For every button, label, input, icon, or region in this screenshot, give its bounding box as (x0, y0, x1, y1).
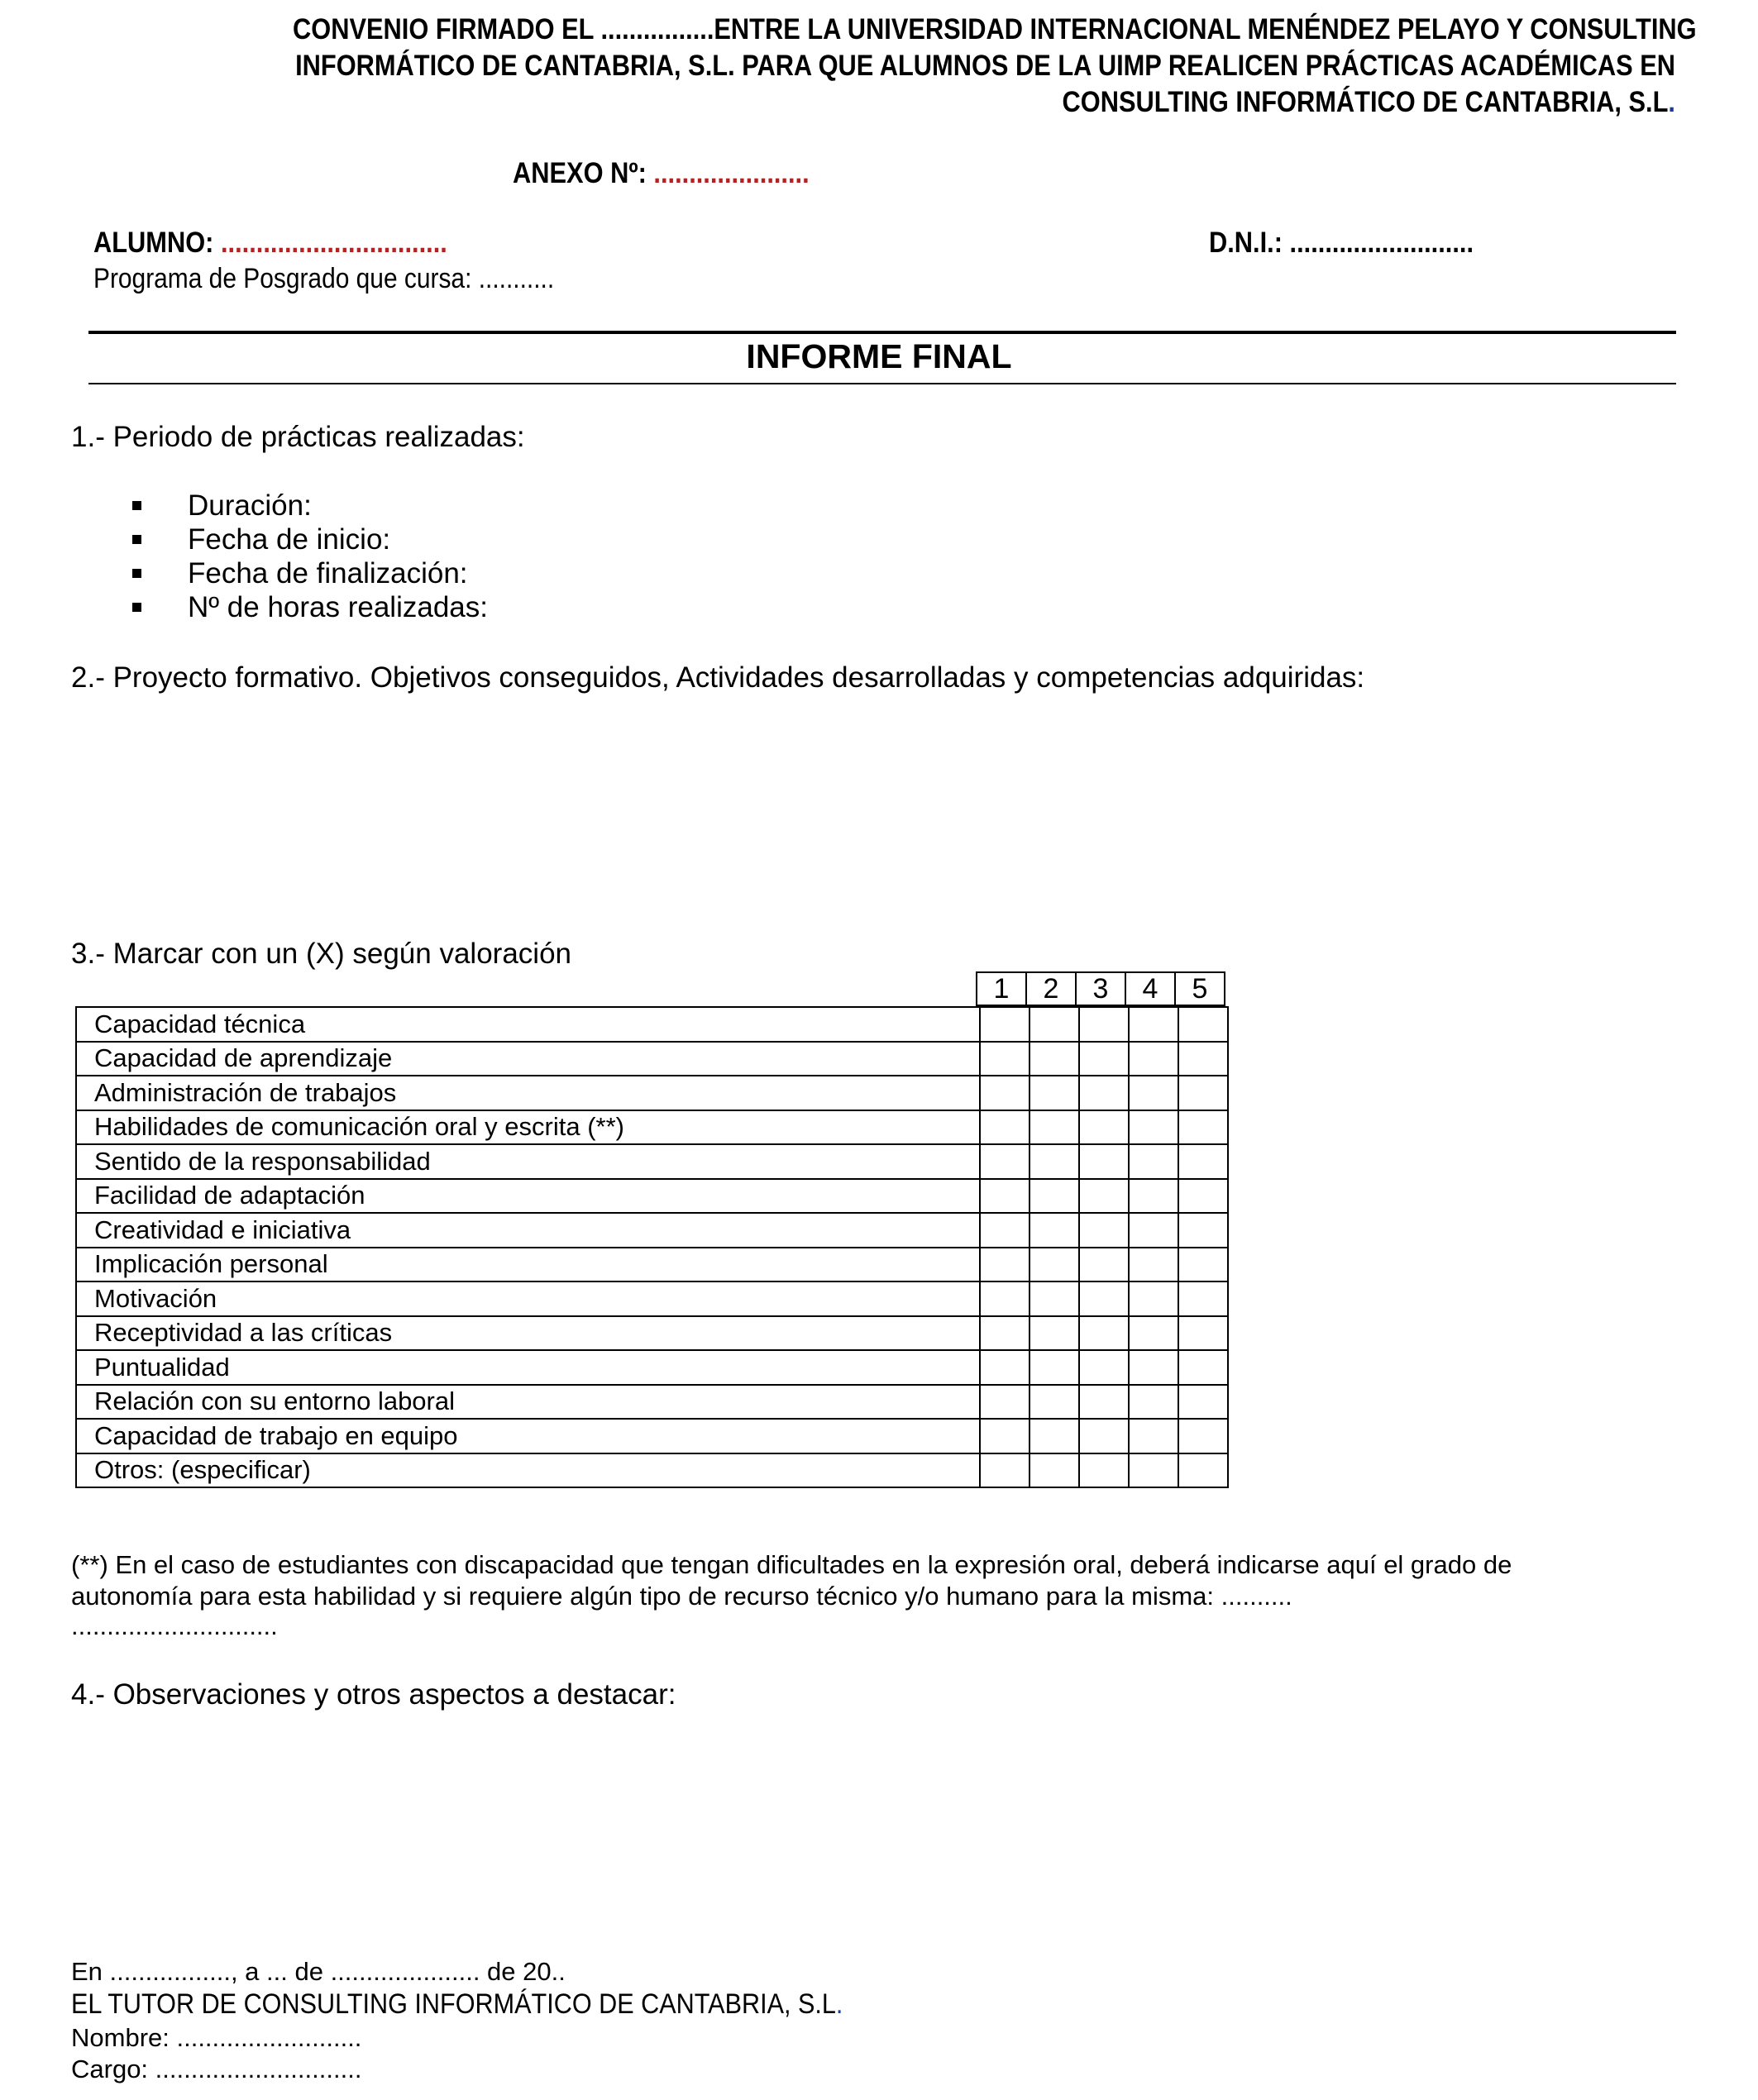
bullet-icon (132, 603, 141, 612)
score-box-2[interactable] (1029, 1110, 1079, 1145)
criterion-label: Habilidades de comunicación oral y escrita (**) (76, 1110, 980, 1145)
criterion-label: Relación con su entorno laboral (76, 1385, 980, 1420)
bullet-icon (132, 569, 141, 578)
score-box-4[interactable] (1129, 1179, 1178, 1214)
score-box-1[interactable] (980, 1213, 1029, 1248)
score-box-4[interactable] (1129, 1385, 1178, 1420)
criterion-label: Otros: (especificar) (76, 1453, 980, 1488)
score-2: 2 (1026, 972, 1076, 1005)
table-row (76, 1385, 1228, 1420)
score-1: 1 (977, 972, 1026, 1005)
score-box-3[interactable] (1079, 1076, 1129, 1110)
score-box-4[interactable] (1129, 1144, 1178, 1179)
header-line-3 (293, 84, 1675, 121)
score-box-1[interactable] (980, 1042, 1029, 1076)
note-line-1: (**) En el caso de estudiantes con discapacidad que tengan dificultades en la expresión oral, deberá indicarse aquí el grado de (71, 1550, 1512, 1579)
alumno-label: ALUMNO: (93, 227, 214, 259)
score-4: 4 (1125, 972, 1175, 1005)
score-box-4[interactable] (1129, 1248, 1178, 1282)
score-box-3[interactable] (1079, 1110, 1129, 1145)
score-box-3[interactable] (1079, 1419, 1129, 1453)
rating-table (75, 1006, 1229, 1488)
dni-value: .......................... (1289, 227, 1474, 259)
score-box-1[interactable] (980, 1419, 1029, 1453)
title-bottom-rule (88, 383, 1676, 384)
table-row (76, 1144, 1228, 1179)
disability-note (71, 1549, 1512, 1640)
table-row (76, 1179, 1228, 1214)
agreement-header (104, 12, 1697, 121)
table-row (76, 1213, 1228, 1248)
header-line-2: INFORMÁTICO DE CANTABRIA, S.L. PARA QUE ALUMNOS DE LA UIMP REALICEN PRÁCTICAS ACADÉMICAS EN (295, 50, 1675, 82)
score-box-3[interactable] (1079, 1179, 1129, 1214)
tutor-cargo-field: Cargo: ............................. (71, 2055, 362, 2083)
score-box-3[interactable] (1079, 1385, 1129, 1420)
period-hours: Nº de horas realizadas: (188, 591, 488, 623)
score-box-2[interactable] (1029, 1007, 1079, 1042)
alumno-field (93, 227, 447, 260)
header-line-3-text: CONSULTING INFORMÁTICO DE CANTABRIA, S.L (1062, 86, 1669, 118)
alumno-value: ................................ (220, 227, 447, 259)
anexo-value: ...................... (653, 157, 810, 189)
score-box-5[interactable] (1178, 1007, 1228, 1042)
tutor-end: . (835, 1988, 843, 2020)
section-4-heading: 4.- Observaciones y otros aspectos a destacar: (71, 1678, 676, 1711)
table-row (76, 1419, 1228, 1453)
section-3-heading: 3.- Marcar con un (X) según valoración (71, 938, 571, 970)
score-box-3[interactable] (1079, 1213, 1129, 1248)
criterion-label: Creatividad e iniciativa (76, 1213, 980, 1248)
table-row (76, 1453, 1228, 1488)
score-box-5[interactable] (1178, 1453, 1228, 1488)
score-box-2[interactable] (1029, 1281, 1079, 1316)
score-box-1[interactable] (980, 1248, 1029, 1282)
table-row (76, 1281, 1228, 1316)
score-box-1[interactable] (980, 1350, 1029, 1385)
criterion-label: Puntualidad (76, 1350, 980, 1385)
score-box-2[interactable] (1029, 1144, 1079, 1179)
score-box-5[interactable] (1178, 1281, 1228, 1316)
table-row (76, 1350, 1228, 1385)
tutor-text: EL TUTOR DE CONSULTING INFORMÁTICO DE CANTABRIA, S.L (71, 1988, 836, 2020)
score-box-4[interactable] (1129, 1076, 1178, 1110)
score-box-5[interactable] (1178, 1076, 1228, 1110)
score-box-1[interactable] (980, 1110, 1029, 1145)
programa-field: Programa de Posgrado que cursa: ........... (93, 263, 555, 294)
table-row (76, 1110, 1228, 1145)
score-box-3[interactable] (1079, 1316, 1129, 1351)
score-box-4[interactable] (1129, 1281, 1178, 1316)
place-date-line: En ................., a ... de ..................... de 20.. (71, 1957, 566, 1986)
score-box-2[interactable] (1029, 1213, 1079, 1248)
score-5: 5 (1175, 972, 1225, 1005)
criterion-label: Capacidad técnica (76, 1007, 980, 1042)
score-box-3[interactable] (1079, 1453, 1129, 1488)
criterion-label: Facilidad de adaptación (76, 1179, 980, 1214)
tutor-line (71, 1988, 843, 2020)
section-2-heading: 2.- Proyecto formativo. Objetivos conseguidos, Actividades desarrolladas y competencias adquiridas: (71, 661, 1365, 694)
note-line-3: ............................. (71, 1611, 278, 1640)
score-box-2[interactable] (1029, 1076, 1079, 1110)
header-line-1: CONVENIO FIRMADO EL ................ENTRE LA UNIVERSIDAD INTERNACIONAL MENÉNDEZ PELAYO Y CONSULTING (293, 13, 1697, 45)
score-box-3[interactable] (1079, 1350, 1129, 1385)
anexo-label: ANEXO Nº: (513, 157, 647, 189)
score-box-2[interactable] (1029, 1350, 1079, 1385)
score-box-5[interactable] (1178, 1248, 1228, 1282)
section-1-heading: 1.- Periodo de prácticas realizadas: (71, 421, 525, 453)
score-box-4[interactable] (1129, 1350, 1178, 1385)
period-duration: Duración: (188, 489, 312, 522)
score-box-5[interactable] (1178, 1316, 1228, 1351)
score-box-5[interactable] (1178, 1179, 1228, 1214)
bullet-icon (132, 501, 141, 510)
criterion-label: Receptividad a las críticas (76, 1316, 980, 1351)
anexo-field (513, 157, 810, 190)
note-line-2: autonomía para esta habilidad y si requiere algún tipo de recurso técnico y/o humano para la misma: .......... (71, 1582, 1292, 1611)
table-row (76, 1007, 1228, 1042)
period-end: Fecha de finalización: (188, 557, 468, 589)
period-start: Fecha de inicio: (188, 523, 391, 556)
table-row (76, 1076, 1228, 1110)
score-box-3[interactable] (1079, 1042, 1129, 1076)
table-row (76, 1042, 1228, 1076)
score-box-1[interactable] (980, 1316, 1029, 1351)
criterion-label: Implicación personal (76, 1248, 980, 1282)
score-box-5[interactable] (1178, 1042, 1228, 1076)
score-box-2[interactable] (1029, 1419, 1079, 1453)
score-box-3[interactable] (1079, 1007, 1129, 1042)
score-box-1[interactable] (980, 1076, 1029, 1110)
score-box-3[interactable] (1079, 1248, 1129, 1282)
score-box-2[interactable] (1029, 1179, 1079, 1214)
score-box-4[interactable] (1129, 1007, 1178, 1042)
tutor-name-field: Nombre: .......................... (71, 2023, 362, 2052)
criterion-label: Motivación (76, 1281, 980, 1316)
table-row (76, 1248, 1228, 1282)
score-box-4[interactable] (1129, 1110, 1178, 1145)
score-box-1[interactable] (980, 1281, 1029, 1316)
score-box-2[interactable] (1029, 1316, 1079, 1351)
score-box-1[interactable] (980, 1144, 1029, 1179)
criterion-label: Administración de trabajos (76, 1076, 980, 1110)
score-box-3[interactable] (1079, 1281, 1129, 1316)
score-box-5[interactable] (1178, 1110, 1228, 1145)
title-top-rule (88, 331, 1676, 334)
criterion-label: Capacidad de trabajo en equipo (76, 1419, 980, 1453)
score-box-3[interactable] (1079, 1144, 1129, 1179)
bullet-icon (132, 535, 141, 544)
score-box-5[interactable] (1178, 1419, 1228, 1453)
score-box-5[interactable] (1178, 1385, 1228, 1420)
score-box-4[interactable] (1129, 1453, 1178, 1488)
score-box-1[interactable] (980, 1385, 1029, 1420)
score-box-5[interactable] (1178, 1213, 1228, 1248)
header-line-3-end: . (1668, 86, 1675, 118)
score-box-2[interactable] (1029, 1248, 1079, 1282)
criterion-label: Sentido de la responsabilidad (76, 1144, 980, 1179)
score-scale-header (976, 971, 1225, 1006)
score-3: 3 (1076, 972, 1125, 1005)
score-box-4[interactable] (1129, 1213, 1178, 1248)
score-box-4[interactable] (1129, 1042, 1178, 1076)
score-box-2[interactable] (1029, 1042, 1079, 1076)
score-box-1[interactable] (980, 1179, 1029, 1214)
score-box-2[interactable] (1029, 1385, 1079, 1420)
score-box-4[interactable] (1129, 1316, 1178, 1351)
table-row (76, 1316, 1228, 1351)
score-box-1[interactable] (980, 1453, 1029, 1488)
criterion-label: Capacidad de aprendizaje (76, 1042, 980, 1076)
score-box-5[interactable] (1178, 1350, 1228, 1385)
score-box-5[interactable] (1178, 1144, 1228, 1179)
score-box-4[interactable] (1129, 1419, 1178, 1453)
score-box-2[interactable] (1029, 1453, 1079, 1488)
dni-field (1209, 227, 1474, 260)
score-box-1[interactable] (980, 1007, 1029, 1042)
report-title: INFORME FINAL (746, 337, 1012, 375)
dni-label: D.N.I.: (1209, 227, 1283, 259)
